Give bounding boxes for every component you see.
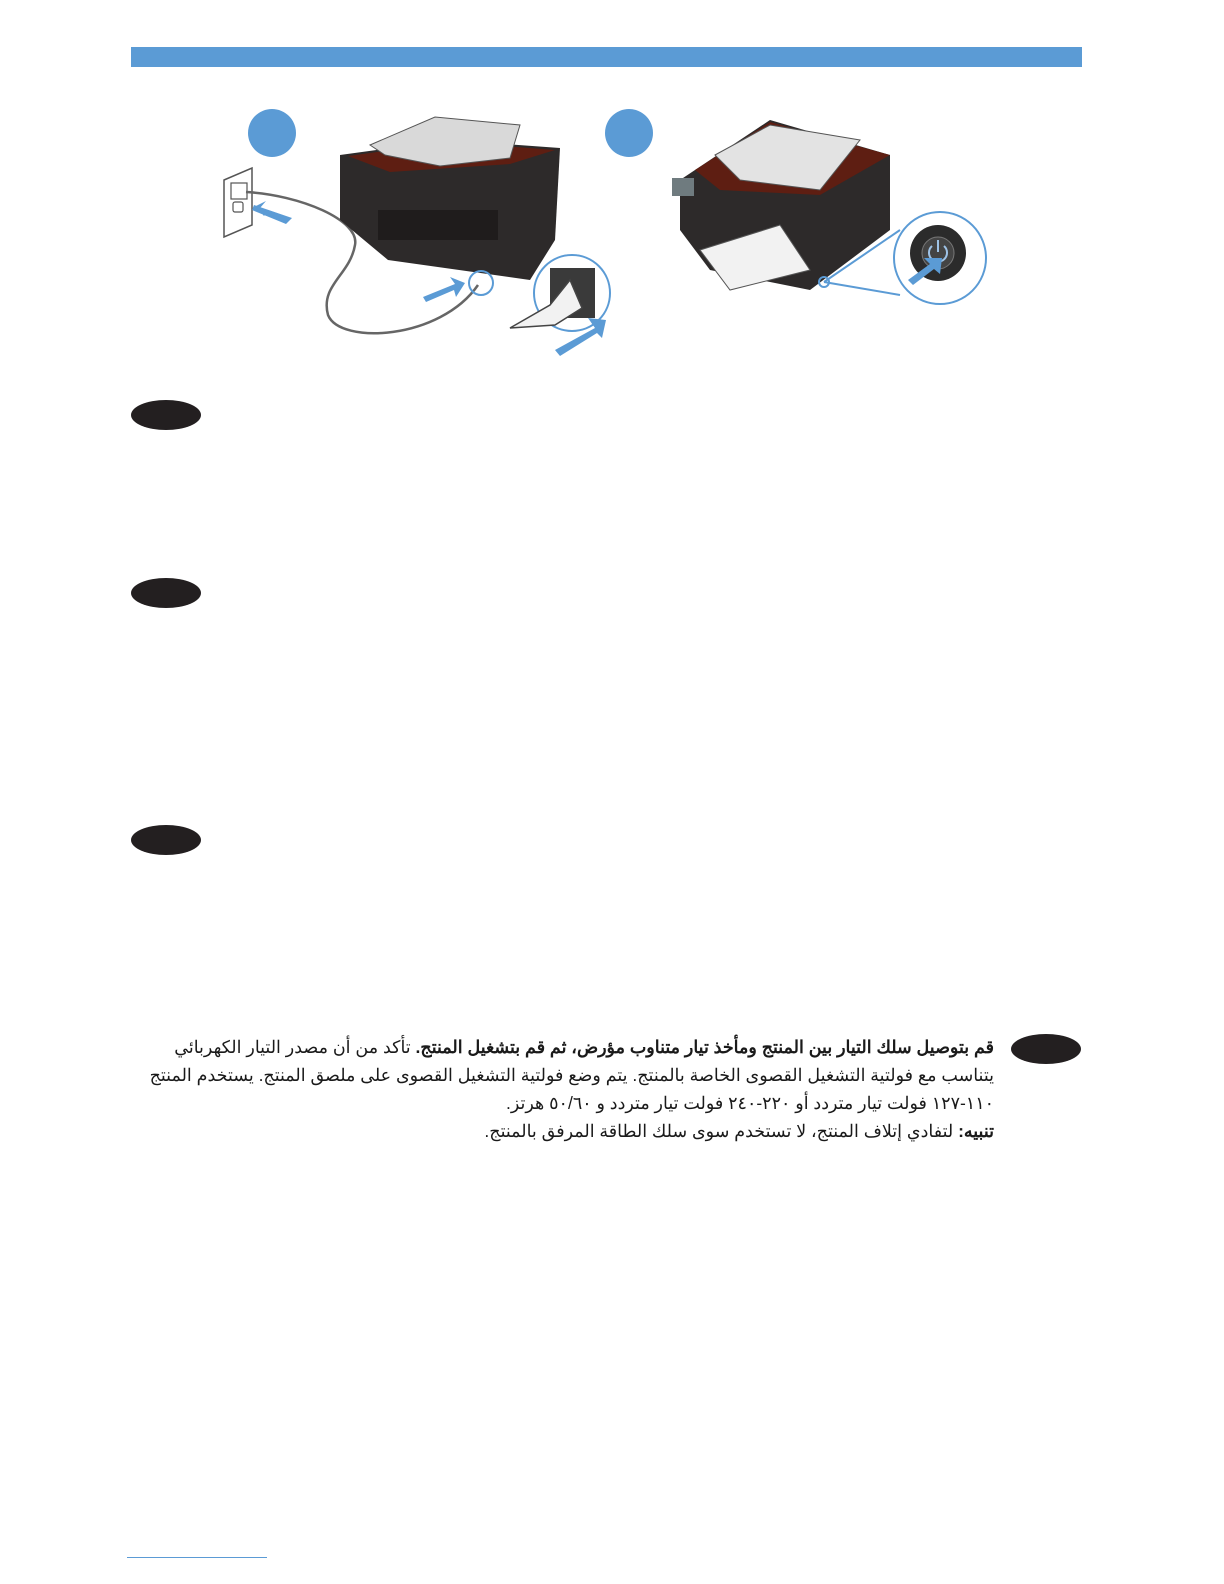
printer-icon — [340, 117, 560, 280]
instruction-body: تأكد من أن مصدر التيار الكهربائي يتناسب مع فولتية التشغيل القصوى الخاصة بالمنتج. يتم وضع فولتية التشغيل القصوى على ملصق المنتج. يستخدم المنتج ١١٠-١٢٧ فولت تيار متردد أو ٢٢٠-٢٤٠ فولت تيار متردد و ٥٠/٦٠ هرتز. — [149, 1037, 994, 1113]
printer-icon — [672, 120, 890, 290]
footer-rule — [127, 1557, 267, 1558]
header-accent-bar — [131, 47, 1082, 67]
caution-text: لتفادي إتلاف المنتج، لا تستخدم سوى سلك الطاقة المرفق بالمنتج. — [484, 1121, 954, 1141]
language-marker-3 — [131, 825, 201, 855]
setup-illustration — [210, 100, 1010, 360]
step-1-circle — [248, 109, 296, 157]
language-marker-1 — [131, 400, 201, 430]
wall-outlet-icon — [224, 168, 252, 237]
language-marker-arabic — [1011, 1034, 1081, 1064]
caution-label: تنبيه: — [958, 1121, 994, 1141]
caution-paragraph — [128, 1117, 994, 1145]
language-marker-2 — [131, 578, 201, 608]
instruction-paragraph — [128, 1033, 994, 1117]
arabic-instructions — [128, 1033, 994, 1145]
connector-callout — [469, 271, 493, 295]
instruction-lead: قم بتوصيل سلك التيار بين المنتج ومأخذ تيار متناوب مؤرض، ثم قم بتشغيل المنتج. — [415, 1037, 994, 1057]
connector-arrow — [423, 277, 465, 302]
step-2-circle — [605, 109, 653, 157]
